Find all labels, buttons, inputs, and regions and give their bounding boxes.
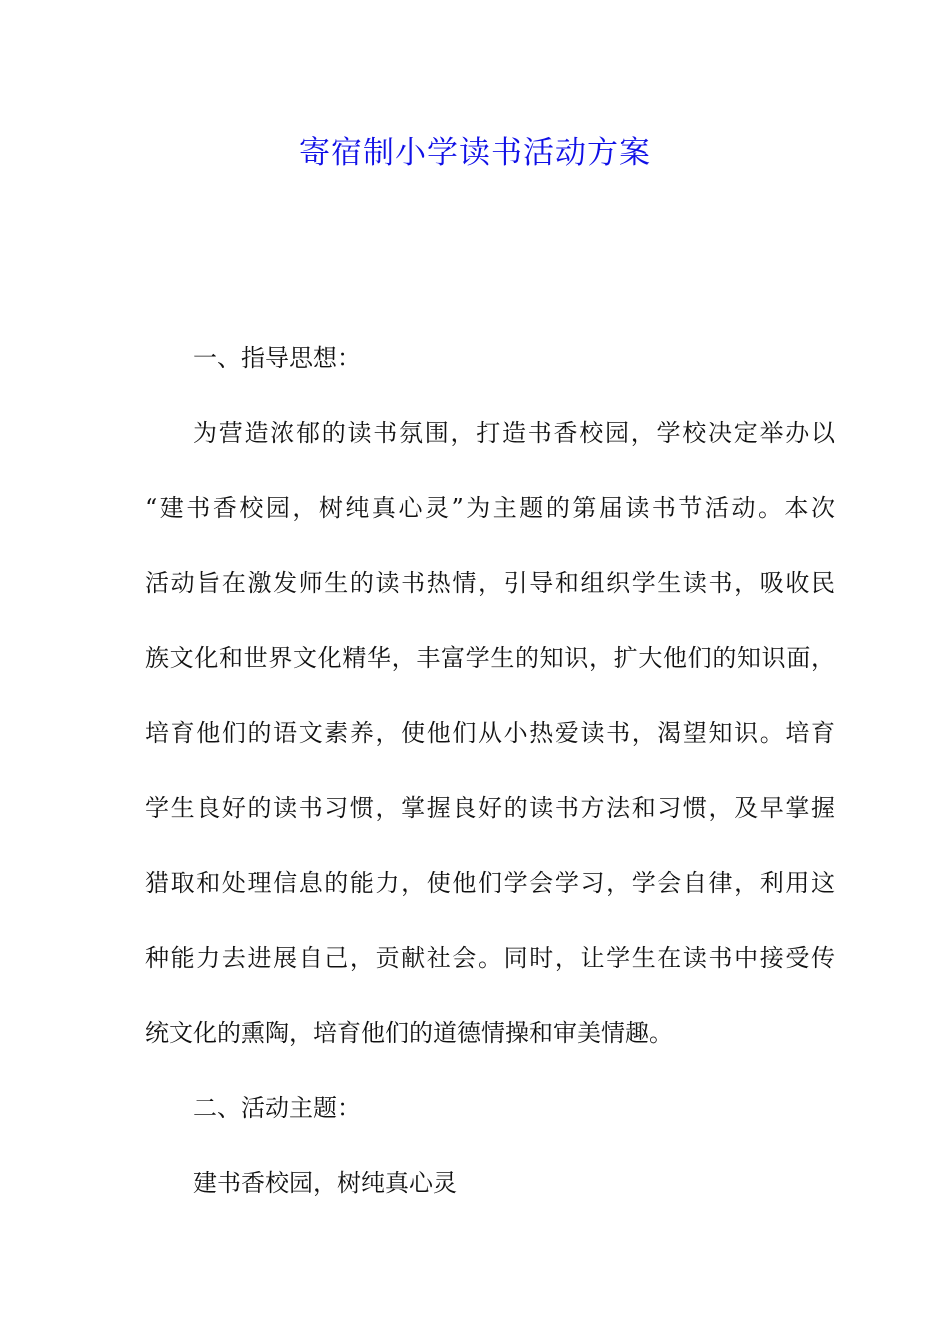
- paragraph-line: 学生良好的读书习惯，掌握良好的读书方法和习惯，及早掌握: [145, 794, 835, 822]
- paragraph-line: 种能力去进展自己，贡献社会。同时，让学生在读书中接受传: [145, 944, 835, 972]
- paragraph-line: 统文化的熏陶，培育他们的道德情操和审美情趣。: [145, 1019, 673, 1047]
- paragraph-line: 猎取和处理信息的能力，使他们学会学习，学会自律，利用这: [145, 869, 835, 897]
- section-heading-guiding-ideology: 一、指导思想：: [193, 344, 361, 372]
- document-title: 寄宿制小学读书活动方案: [299, 135, 651, 171]
- paragraph-line: “建书香校园，树纯真心灵”为主题的第届读书节活动。本次: [145, 494, 835, 522]
- document-body: [145, 333, 835, 1233]
- paragraph-line: 建书香校园，树纯真心灵: [193, 1169, 457, 1197]
- paragraph-line: 活动旨在激发师生的读书热情，引导和组织学生读书，吸收民: [145, 569, 835, 597]
- paragraph-line: 族文化和世界文化精华，丰富学生的知识，扩大他们的知识面，: [145, 644, 835, 672]
- paragraph-line: 为营造浓郁的读书氛围，打造书香校园，学校决定举办以: [193, 419, 835, 447]
- paragraph-line: 培育他们的语文素养，使他们从小热爱读书，渴望知识。培育: [145, 719, 835, 747]
- section-heading-activity-theme: 二、活动主题：: [193, 1094, 361, 1122]
